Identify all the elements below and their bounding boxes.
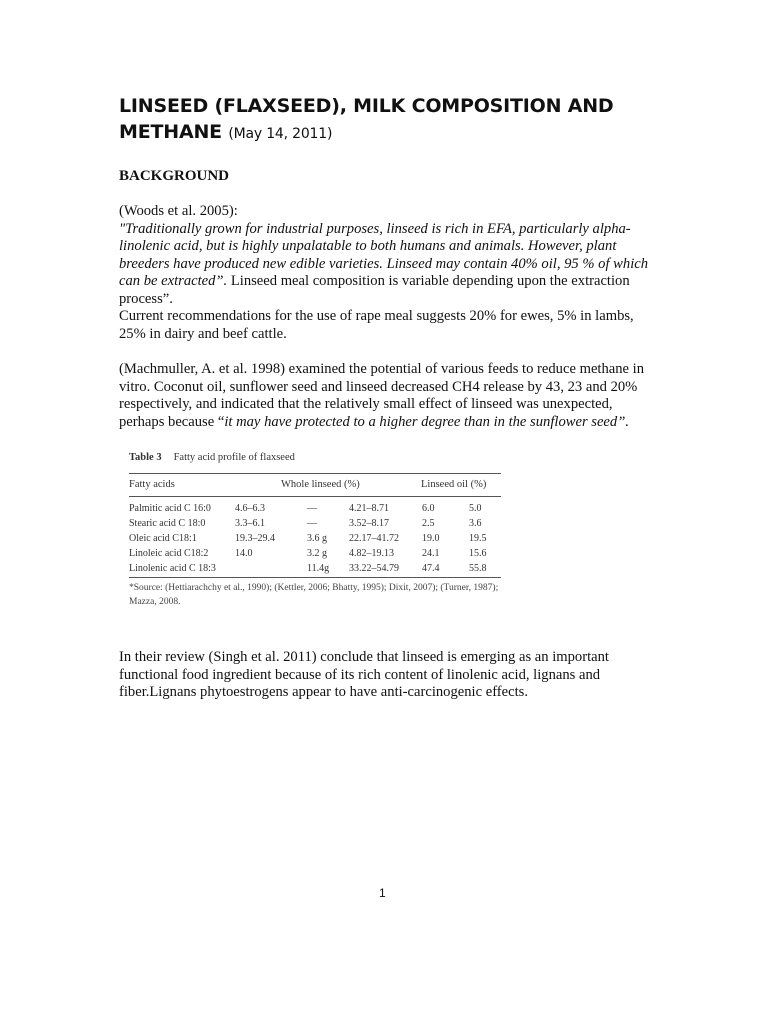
table-cell-w2: 11.4g <box>307 563 330 574</box>
table-caption <box>129 452 501 463</box>
machmuller-plain: (Machmuller, A. et al. 1998) examined the potential of various feeds to reduce methane in vitro. Coconut oil, sunflower seed and linseed decreased CH4 release by 43, 23 and 20% respectively, and indicated that the relatively small effect of linseed was unexpected, perhaps because “ <box>119 361 645 430</box>
table-cell-name: Oleic acid C18:1 <box>129 533 197 544</box>
table-cell-w3: 22.17–41.72 <box>349 533 399 544</box>
title-main: LINSEED (FLAXSEED), MILK COMPOSITION AND METHANE <box>119 95 614 143</box>
table-cell-name: Linoleic acid C18:2 <box>129 548 209 559</box>
table-cell-o1: 47.4 <box>422 563 440 574</box>
table-cell-w2: — <box>307 518 317 529</box>
table-cell-name: Palmitic acid C 16:0 <box>129 503 211 514</box>
table-cell-w2: — <box>307 503 317 514</box>
table-row <box>129 563 501 576</box>
table-cell-o2: 19.5 <box>469 533 487 544</box>
table-cell-o2: 5.0 <box>469 503 482 514</box>
table-label: Table 3 <box>129 452 162 463</box>
table-cell-w3: 3.52–8.17 <box>349 518 389 529</box>
table-cell-o1: 6.0 <box>422 503 435 514</box>
table-row <box>129 548 501 561</box>
table-header-row <box>129 474 501 496</box>
table-source-note: *Source: (Hettiarachchy et al., 1990); (Kettler, 2006; Bhatty, 1995); Dixit, 2007); (Turner, 1987); Mazza, 2008. <box>129 583 499 607</box>
table-cell-w1: 4.6–6.3 <box>235 503 265 514</box>
table-cell-w3: 4.21–8.71 <box>349 503 389 514</box>
table-cell-w2: 3.2 g <box>307 548 327 559</box>
table-cell-name: Linolenic acid C 18:3 <box>129 563 216 574</box>
table-cell-w1: 19.3–29.4 <box>235 533 275 544</box>
paragraph-woods <box>119 203 659 343</box>
header-whole-linseed: Whole linseed (%) <box>281 479 360 490</box>
table-cell-w1: 14.0 <box>235 548 253 559</box>
table-row <box>129 503 501 516</box>
quote-woods <box>119 221 659 309</box>
header-linseed-oil: Linseed oil (%) <box>421 479 487 490</box>
table-caption-text: Fatty acid profile of flaxseed <box>173 452 295 463</box>
table-cell-o2: 3.6 <box>469 518 482 529</box>
table-cell-o2: 15.6 <box>469 548 487 559</box>
table-cell-o2: 55.8 <box>469 563 487 574</box>
header-fatty-acids: Fatty acids <box>129 479 175 490</box>
quote-italic: "Traditionally grown for industrial purposes, linseed is rich in EFA, particularly alpha-linolenic acid, but is highly unpalatable to both humans and animals. However, plant breeders have produced new edible varieties. Linseed may contain 40% oil, 95 % of which can be extracted”. <box>119 220 649 289</box>
table-cell-o1: 19.0 <box>422 533 440 544</box>
document-title <box>119 93 679 147</box>
section-heading: BACKGROUND <box>119 168 230 184</box>
machmuller-italic: it may have protected to a higher degree than in the sunflower seed”. <box>224 413 629 430</box>
machmuller-text <box>119 361 659 431</box>
table-body <box>129 497 501 577</box>
table-cell-name: Stearic acid C 18:0 <box>129 518 206 529</box>
table-cell-w1: 3.3–6.1 <box>235 518 265 529</box>
citation-woods: (Woods et al. 2005): <box>119 203 238 219</box>
table-row <box>129 533 501 546</box>
title-date: (May 14, 2011) <box>228 126 333 142</box>
table-cell-o1: 24.1 <box>422 548 440 559</box>
table-bottom-rule <box>129 577 501 578</box>
table-row <box>129 518 501 531</box>
table-cell-w3: 33.22–54.79 <box>349 563 399 574</box>
paragraph-machmuller <box>119 361 659 431</box>
paragraph-singh: In their review (Singh et al. 2011) conclude that linseed is emerging as an important functional food ingredient because of its rich content of linolenic acid, lignans and fiber.Lignans phytoestrogens appear to have anti-carcinogenic effects. <box>119 649 609 700</box>
page-number: 1 <box>379 886 386 900</box>
fatty-acid-table <box>129 452 501 609</box>
recommendation-text: Current recommendations for the use of rape meal suggests 20% for ewes, 5% in lambs, 25% in dairy and beef cattle. <box>119 308 634 342</box>
table-cell-w2: 3.6 g <box>307 533 327 544</box>
table-cell-o1: 2.5 <box>422 518 435 529</box>
table-cell-w3: 4.82–19.13 <box>349 548 394 559</box>
quote-tail: Linseed meal composition is variable depending upon the extraction process”. <box>119 273 630 307</box>
